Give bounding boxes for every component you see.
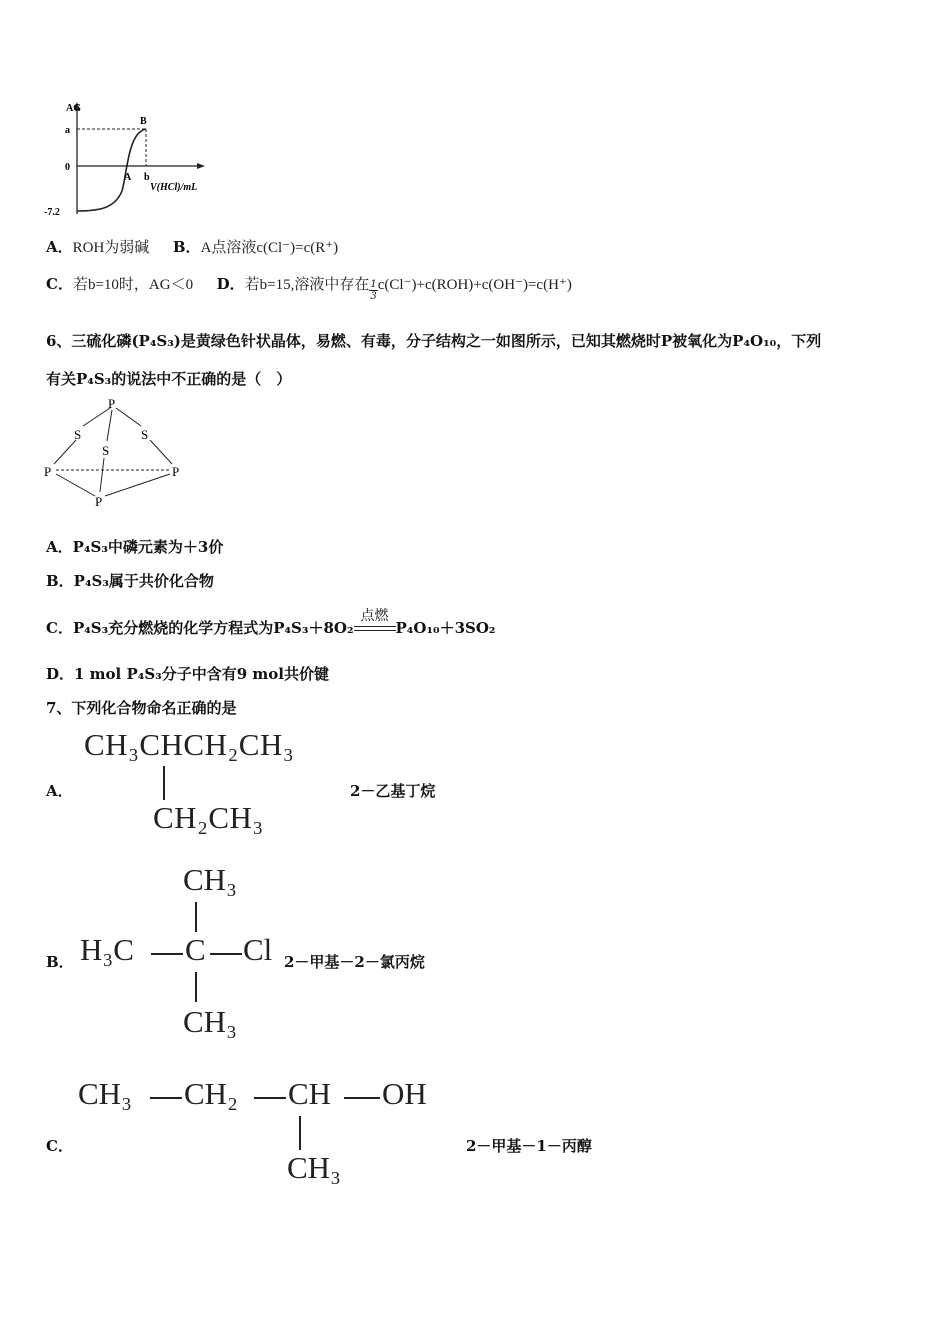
tick-b-label: b (144, 172, 150, 183)
q5-option-d-fraction (369, 279, 377, 302)
q6-stem-line2: 有关P₄S₃的说法中不正确的是（ ） (46, 370, 292, 388)
q5-option-d-pre: 若b=15,溶液中存在 (244, 277, 370, 293)
q7-c-group-3: CH (288, 1076, 332, 1111)
q7-option-a-label: A． (46, 782, 73, 800)
q7-b-right-group: Cl (243, 932, 273, 967)
bond-p-p-left (56, 474, 95, 496)
q6-option-c-post: P₄O₁₀＋3SO₂ (395, 619, 496, 637)
q7-c-bond-3 (344, 1097, 380, 1099)
q7-b-top-group: CH₃ (183, 862, 237, 897)
atom-p-right: P (172, 464, 180, 479)
q6-option-d: D．1 mol P₄S₃分子中含有9 mol共价键 (46, 665, 329, 683)
titration-graph (40, 96, 230, 226)
bond-s-p-right (150, 440, 172, 464)
q5-option-d-post: c(Cl⁻)+c(ROH)+c(OH⁻)=c(H⁺) (377, 277, 572, 293)
q7-c-bond-1 (150, 1097, 182, 1099)
q7-b-bottom-group: CH₃ (183, 1004, 237, 1039)
bond-p-s-middle (107, 410, 112, 441)
q6-stem-line1: 6、三硫化磷(P₄S₃)是黄绿色针状晶体，易燃、有毒，分子结构之一如图所示，已知其燃烧时P被氧化为P₄O₁₀，下列 (46, 332, 822, 350)
atom-s-right: S (141, 427, 149, 442)
reaction-condition-sign (354, 608, 396, 636)
point-b-label: B (140, 116, 147, 127)
x-axis-label: V(HCl)/mL (150, 182, 198, 193)
q7-c-branch-bond (299, 1116, 301, 1150)
q7-b-center-atom: C (185, 932, 206, 967)
atom-p-left: P (44, 464, 52, 479)
tick-a-label: a (65, 125, 70, 136)
x-axis-arrow (197, 163, 205, 169)
q6-option-b: B．P₄S₃属于共价化合物 (46, 572, 214, 590)
q7-a-branch-bond (163, 766, 165, 800)
q5-option-a-text: ROH为弱碱 (72, 240, 150, 256)
bond-s-p-bottom (100, 458, 104, 492)
atom-p-bottom: P (95, 494, 103, 509)
tick-neg-label: -7.2 (44, 207, 60, 218)
q6-option-c-pre: C．P₄S₃充分燃烧的化学方程式为P₄S₃＋8O₂ (46, 619, 354, 637)
q5-option-row-ab (46, 236, 338, 257)
q7-a-main-chain: CH₃CHCH₂CH₃ (84, 727, 295, 762)
q7-c-group-1: CH₃ (78, 1076, 132, 1111)
bond-s-p-left (54, 440, 76, 464)
bond-p-s-right (116, 408, 141, 426)
q5-option-b-label: B． (172, 238, 201, 256)
titration-curve (77, 129, 146, 211)
fraction-denominator: 3 (370, 291, 377, 302)
q7-c-group-2: CH₂ (184, 1076, 238, 1111)
atom-s-middle: S (102, 443, 110, 458)
fraction-numerator: 1 (370, 279, 377, 290)
q5-option-a-label: A． (46, 238, 73, 256)
q7-option-b-name: 2－甲基－2－氯丙烷 (284, 953, 425, 971)
q5-option-d-label: D． (216, 275, 245, 293)
q5-option-c-text: 若b=10时，AG＜0 (72, 277, 194, 293)
point-a-label: A (124, 172, 132, 183)
q7-option-b-label: B． (46, 953, 74, 971)
q5-option-c-label: C． (46, 275, 73, 293)
bond-p-s-left (83, 408, 110, 426)
q7-stem: 7、下列化合物命名正确的是 (46, 699, 237, 717)
equal-sign-lines (354, 626, 396, 631)
q7-b-left-bond (151, 953, 183, 955)
q5-option-b-text: A点溶液c(Cl⁻)=c(R⁺) (200, 240, 339, 256)
q7-b-left-group: H₃C (80, 932, 134, 967)
atom-p-top: P (108, 396, 116, 411)
q7-c-bond-2 (254, 1097, 286, 1099)
q5-option-row-cd (46, 273, 572, 302)
y-axis-label: AG (66, 103, 81, 114)
q7-b-top-bond (195, 902, 197, 932)
q7-a-branch: CH₂CH₃ (153, 800, 264, 835)
q7-b-bottom-bond (195, 972, 197, 1002)
q6-option-a: A．P₄S₃中磷元素为＋3价 (46, 538, 224, 556)
reaction-condition-label: 点燃 (360, 608, 389, 624)
q7-option-a-name: 2－乙基丁烷 (350, 782, 436, 800)
p4s3-structure (40, 394, 200, 512)
q7-option-c-label: C． (46, 1137, 73, 1155)
tick-zero-label: 0 (65, 162, 70, 173)
q7-option-c-name: 2－甲基－1－丙醇 (466, 1137, 592, 1155)
q7-b-right-bond (210, 953, 242, 955)
q7-c-group-4: OH (382, 1076, 427, 1111)
q6-option-c (46, 608, 496, 638)
bond-p-p-right (105, 474, 170, 496)
q7-c-branch: CH₃ (287, 1150, 341, 1185)
atom-s-left: S (74, 427, 82, 442)
